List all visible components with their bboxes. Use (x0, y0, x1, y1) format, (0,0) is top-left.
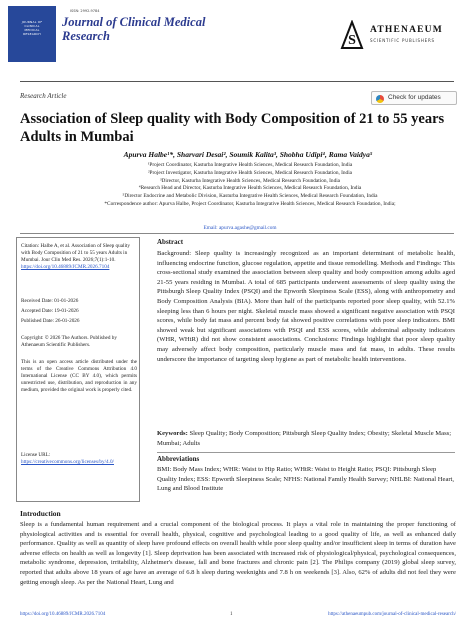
received-date: Received Date: 01-01-2026 (21, 298, 79, 304)
abstract-heading: Abstract (157, 238, 184, 246)
journal-title: Journal of Clinical Medical Research (62, 15, 206, 43)
copyright: Copyright: © 2026 The Authors. Published by Athenaeum Scientific Publishers. (21, 335, 117, 348)
journal-logo (8, 6, 56, 62)
footer-journal-link[interactable]: https://athenaeumpub.com/journal-of-clinical-medical-research/ (328, 612, 456, 617)
abstract-text: Background: Sleep quality is increasingly recognized as an important determinant of metabolic health, influencing endocrine function, glucose regulation, appetite and tissue remodelling. Methods and Findings: This cross-sectional study examined the association between sleep quality and body composition among adults aged 21-55 years residing in Mumbai. A total of 685 participants underwent assessments of sleep quality using the Pittsburgh Sleep Quality Index (PSQI) and the Epworth Sleepiness Scale (ESS), along with anthropometry and Body Composition Analysis (BIA). More than half of the participants reported poor sleep quality, with 52.1% sleeping less than 6 hours per night. Skeletal muscle mass showed a significant negative association with PSQI scores, while body fat mass and percent body fat showed positive correlations with poor sleep indicators. BMI showed weak but significant associations with PSQI and ESS scores, while abdominal adiposity indicators (WHR, WHtR) did not show consistent associations. Conclusions: Findings highlight that poor sleep quality may adversely affect body composition, particularly muscle mass and fat mass, in adults. These results underscore the importance of targeting sleep hygiene as part of metabolic health interventions. (157, 250, 455, 363)
affiliations (60, 162, 440, 209)
journal-logo-line: JOURNAL OF (21, 20, 43, 24)
page-number: 1 (230, 612, 233, 617)
header-divider (20, 81, 454, 82)
doi-link[interactable]: https://doi.org/10.46889/JCMR.2026.7104 (21, 264, 110, 270)
article-title: Association of Sleep quality with Body Composition of 21 to 55 years Adults in Mumbai (20, 111, 445, 145)
affiliation: ¹Project Coordinator, Kasturba Integrative Health Sciences, Medical Research Foundation, India (147, 162, 353, 168)
license-url-link[interactable] (21, 459, 137, 466)
journal-logo-line: CLINICAL (24, 24, 40, 28)
citation (21, 243, 137, 271)
abbreviations-text: BMI: Body Mass Index; WHR: Waist to Hip Ratio; WHtR: Waist to Height Ratio; PSQI: Pittsburgh Sleep Quality Index; ESS: Epworth Sleepiness Scale; NFHS: National Family Health Survey; NHLBI: National Heart, Lung and Blood Institute (157, 466, 455, 493)
svg-text:S: S (348, 33, 356, 48)
authors: Apurva Halbe¹*, Sharvari Desai², Soumik Kalita³, Shobha Udipi⁴, Rama Vaidya⁵ (123, 150, 373, 159)
affiliation: ³Director, Kasturba Integrative Health Sciences, Medical Research Foundation, India (159, 177, 341, 184)
check-for-updates-button[interactable] (371, 91, 457, 105)
publisher-name: ATHENAEUM (370, 25, 443, 35)
email-link[interactable]: Email: apurva.agashe@gmail.com (203, 225, 277, 231)
divider (157, 452, 455, 453)
article-type: Research Article (20, 92, 67, 100)
footer-doi-link[interactable]: https://doi.org/10.46889/JCMR.2026.7104 (20, 612, 106, 617)
journal-logo-line: MEDICAL (24, 28, 40, 32)
keywords (157, 429, 455, 448)
license-text: This is an open access article distributed under the terms of the Creative Commons Attribution 4.0 International License (CC BY 4.0), which permits unrestricted use, distribution, and reproduction in any medium, provided the original work is properly cited. (21, 359, 137, 393)
publisher-subtitle: SCIENTIFIC PUBLISHERS (370, 38, 435, 43)
correspondence: *Correspondence author: Apurva Halbe, Project Coordinator, Kasturba Integrative Health Sciences, Medical Research Foundation, India; (104, 200, 396, 207)
accepted-date: Accepted Date: 19-01-2026 (21, 308, 79, 314)
check-updates-label: Check for updates (388, 94, 441, 101)
divider (20, 233, 454, 234)
license-label: License URL: (21, 452, 51, 458)
introduction-heading: Introduction (20, 509, 61, 518)
citation-text: Citation: Halbe A, et al. Association of Sleep quality with Body Composition of 21 to 55 years Adults in Mumbai. Jour Clin Med Res. 2026;7(1):1-10. (21, 243, 130, 263)
affiliation: ⁴Research Head and Director, Kasturba Integrative Health Sciences, Medical Research Foundation, India (138, 185, 362, 192)
crossmark-icon (376, 95, 384, 103)
journal-logo-line: RESEARCH (23, 32, 41, 36)
publisher-logo-icon (340, 20, 364, 50)
license-url[interactable]: https://creativecommons.org/licenses/by/4.0/ (21, 459, 114, 465)
abbreviations-heading: Abbreviations (157, 455, 200, 463)
keywords-label: Keywords: (157, 430, 188, 437)
published-date: Published Date: 26-01-2026 (21, 318, 80, 324)
issn: ISSN: 2992-9784 (70, 9, 100, 13)
affiliation: ²Project Investigator, Kasturba Integrative Health Sciences, Medical Research Foundation, India (147, 169, 353, 176)
keywords-text: Sleep Quality; Body Composition; Pittsburgh Sleep Quality Index; Obesity; Skeletal Muscle Mass; Mumbai; Adults (157, 430, 452, 447)
introduction-text: Sleep is a fundamental human requirement and a crucial component of the biological process. It plays a vital role in maintaining the proper functioning of physiological activities and is essential for overall health, physical, cognitive and psychological leading to a good quality of life, as well as enhanced daily performance. Quality as well as quantity of sleep have profound effects on overall health while poor sleep quality and/or insufficient sleep in terms of duration have adverse effects on health as well as longevity [1]. Sleep deprivation has been associated with increased risk of physiological/physical, psychological consequences, metabolic syndrome, depression, irritability, Alzheimer's disease, fall and bone fractures and chronic pain [2]. The Philips company (2019) global sleep survey, reported that adults above 18 years of age have an average of 6.8 h sleep during weeknights and 7.8 h on weekends [3]. Also, 62% of adults did not feel they were getting enough sleep. As per the National Heart, Lung and (20, 521, 456, 586)
citation-box (16, 237, 140, 502)
affiliation: ⁵Director Endocrine and Metabolic Division, Kasturba Integrative Health Sciences, Medical Research Foundation, India (122, 193, 378, 200)
